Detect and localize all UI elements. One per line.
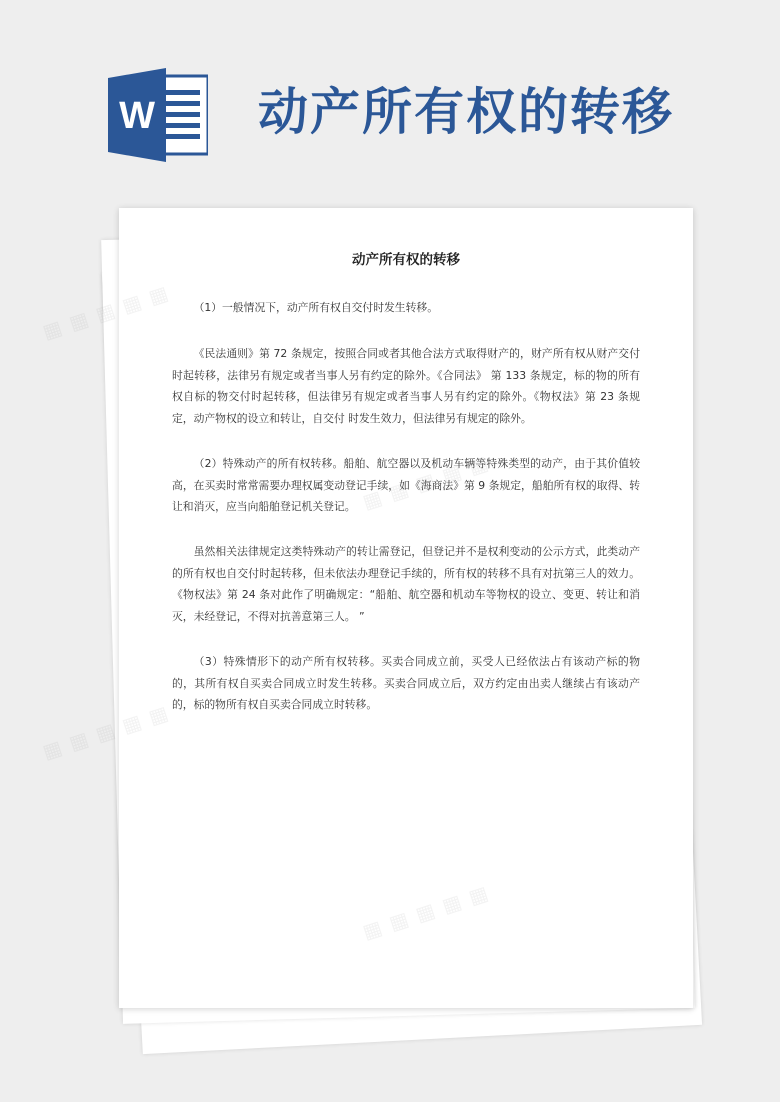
paragraph-general-rule: （1）一般情况下，动产所有权自交付时发生转移。 <box>193 301 438 314</box>
paragraph-special-movables: （2）特殊动产的所有权转移。船舶、航空器以及机动车辆等特殊类型的动产，由于其价值较高，在买卖时常常需要办理权属变动登记手续，如《海商法》第 9 条规定，船舶所有权的取得、转让和消灭，应当向船舶登记机关登记。 <box>172 457 640 513</box>
paragraph-registration: 虽然相关法律规定这类特殊动产的转让需登记，但登记并不是权利变动的公示方式，此类动产的所有权也自交付时起转移，但未依法办理登记手续的，所有权的转移不具有对抗第三人的效力。《物权法》第 24 条对此作了明确规定：“船舶、航空器和机动车等物权的设立、变更、转让和消灭，未经登记，不得对抗善意第三人。 ” <box>172 545 640 623</box>
document-title: 动产所有权的转移 <box>352 252 460 268</box>
document-page <box>119 208 693 1008</box>
watermark: ▦ ▦ <box>39 306 93 344</box>
word-logo-letter: W <box>119 95 155 137</box>
paragraph-legal-basis: 《民法通则》第 72 条规定，按照合同或者其他合法方式取得财产的，财产所有权从财产交付时起转移，法律另有规定或者当事人另有约定的除外。《合同法》 第 133 条规定，标的物的所有权自标的物交付时起转移，但法律另有规定或者当事人另有约定的除外。《物权法》第 23 条规定，动产物权的设立和转让，自交付 时发生效力，但法律另有规定的除外。 <box>172 347 640 425</box>
watermark: ▦ ▦ ▦ ▦ ▦ <box>39 700 172 764</box>
word-icon <box>108 68 208 162</box>
paragraph-special-circumstances: （3）特殊情形下的动产所有权转移。买卖合同成立前，买受人已经依法占有该动产标的物的，其所有权自买卖合同成立时发生转移。买卖合同成立后，双方约定由出卖人继续占有该动产的，标的物所有权自买卖合同成立时转移。 <box>172 655 640 711</box>
banner-title: 动产所有权的转移 <box>258 83 674 141</box>
